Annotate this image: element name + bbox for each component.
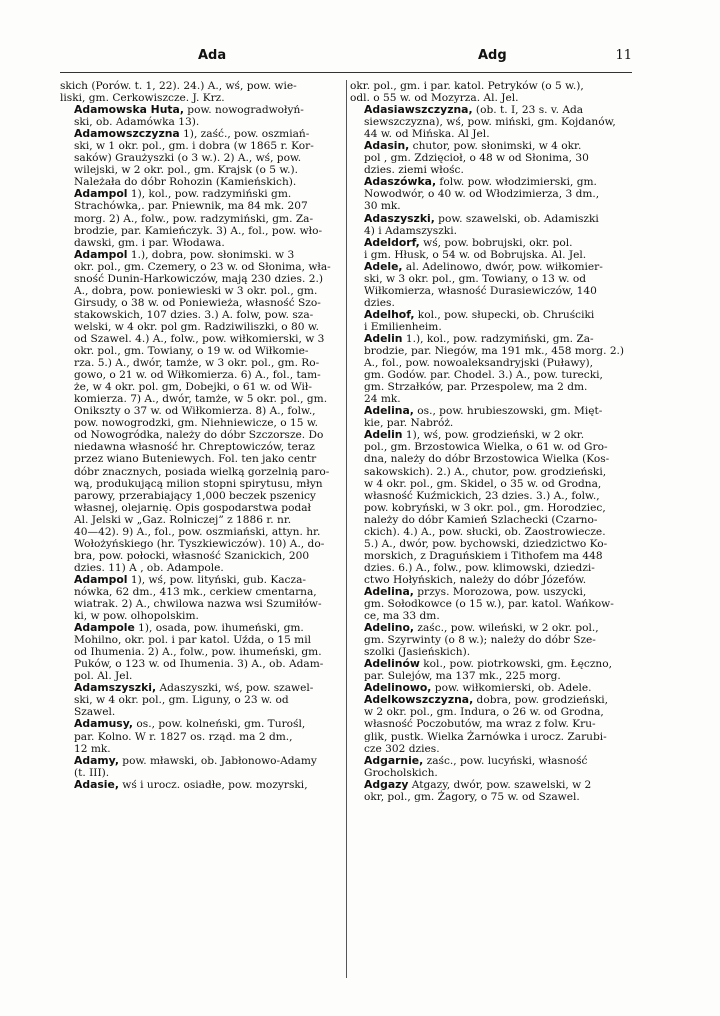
entry-line [350,562,634,574]
entry-text: wiatrak. 2) A., chwilowa nazwa wsi Szumiłów- [74,598,322,611]
running-header [60,48,632,70]
entry-text: morskich, z Draguńskiem i Tithofem ma 448 [364,549,603,562]
entry-text: dobra, pow. grodzieński, [473,694,608,707]
entry-line [350,237,634,249]
entry-line [60,682,344,694]
entry-line [350,176,634,188]
entry-text: ce, ma 33 dm. [364,610,440,623]
entry-headword: Adamy, [74,753,119,767]
entry-text: w 2 okr. pol., gm. Indura, o 26 w. od Grodna, [364,706,604,719]
entry-headword: Adasin, [364,139,410,153]
entry-line [60,104,344,116]
entry-text: parowy, przerabiający 1,000 beczek pszenicy [74,489,316,502]
entry-text: (t. III). [74,766,110,779]
entry-text: sność Dunin-Harkowiczów, mają 230 dzies. 2.) [74,272,323,285]
entry-line [60,502,344,514]
entry-line [350,140,634,152]
entry-text: 1), kol., pow. radzymiński gm. [127,188,292,201]
entry-text: 40—42). 9) A., fol., pow. oszmiański, attyn. hr. [74,525,321,538]
entry-headword: Adgazy [364,777,409,791]
entry-line [350,658,634,670]
dictionary-entry [60,128,344,188]
entry-line [60,321,344,333]
entry-headword: Adaszówka, [364,175,437,189]
entry-text: od Nowogródka, należy do dóbr Szczorsze. Do [74,429,324,442]
dictionary-entry [350,779,634,803]
entry-text: 44 w. od Mińska. Al Jel. [364,128,490,141]
entry-text: Strachówka,. par. Pniewnik, ma 84 mk. 207 [74,200,308,213]
entry-headword: Adelin [364,331,403,345]
entry-line [60,297,344,309]
entry-text: welski, w 4 okr. pol gm. Radziwiliszki, o 80 w. [74,320,320,333]
entry-text: brodzie, par. Kamieńczyk. 3) A., fol., pow. wło- [74,224,323,237]
entry-line [60,634,344,646]
header-right-guide-word: Adg [478,48,507,63]
entry-text: pol. Al. Jel. [74,670,133,683]
column-divider [346,80,347,978]
entry-text: dawski, gm. i par. Włodawa. [74,236,225,249]
dictionary-entry [350,658,634,682]
entry-text: Mohilno, okr. pol. i par katol. Uźda, o 15 mil [74,634,312,647]
entry-line [60,417,344,429]
entry-text: rza. 5.) A., dwór, tamże, w 3 okr. pol., gm. Ro- [74,357,320,370]
entry-headword: Adelinów [364,657,420,671]
entry-line [60,393,344,405]
dictionary-entry [60,80,344,104]
entry-line [350,478,634,490]
entry-line [350,490,634,502]
entry-line [350,116,634,128]
entry-text: (ob. t. I, 23 s. v. Ada [472,104,584,117]
entry-text: os., pow. kolneński, gm. Turośl, [133,718,306,731]
dictionary-entry [60,779,344,791]
entry-text: ckich). 4.) A., pow. słucki, ob. Zaostrowiecze. [364,525,606,538]
entry-line [60,405,344,417]
entry-line [60,478,344,490]
entry-line [60,261,344,273]
entry-text: odl. o 55 w. od Mozyrza. Al. Jel. [350,92,519,105]
entry-text: wś i urocz. osiadłe, pow. mozyrski, [118,778,308,791]
entry-text: morg. 2) A., folw., pow. radzymiński, gm. Za- [74,212,314,225]
entry-text: pow. nowogrodzki, gm. Niehniewicze, o 15 w. [74,417,319,430]
entry-text: Grocholskich. [364,766,438,779]
entry-text: Al. Jelski w „Gaz. Rolniczej” z 1886 r. nr. [74,513,292,526]
dictionary-entry [350,213,634,237]
entry-text: 1.), kol., pow. radzymiński, gm. Za- [402,332,594,345]
entry-line [60,466,344,478]
entry-text: zaśc., pow. wileński, w 2 okr. pol., [414,622,599,635]
entry-text: A., dobra, pow. poniewieski w 3 okr. pol., gm. [74,284,318,297]
entry-text: ski, ob. Adamówka 13). [74,116,200,129]
entry-line [350,369,634,381]
entry-line [60,514,344,526]
entry-line [60,658,344,670]
entry-line [350,188,634,200]
entry-line [350,731,634,743]
entry-line [60,755,344,767]
entry-line [350,622,634,634]
dictionary-entry [350,755,634,779]
entry-text: Adaszyszki, wś, pow. szawel- [156,682,314,695]
dictionary-entry [350,80,634,104]
entry-text: ski, w 3 okr. pol., gm. Towiany, o 13 w. od [364,272,586,285]
entry-text: i Emilienheim. [364,320,442,333]
entry-line [350,453,634,465]
entry-text: okr. pol., gm. i par. katol. Petryków (o 5 w.), [350,80,584,92]
entry-line [60,273,344,285]
entry-text: zaśc., pow. lucyński, własność [423,754,588,767]
entry-text: niedawna własność hr. Chreptowiczów, teraz [74,441,315,454]
entry-text: skich (Porów. t. 1, 22). 24.) A., wś, pow. wie- [60,80,297,92]
entry-line [350,538,634,550]
dictionary-entry [60,718,344,754]
entry-text: w 4 okr. pol., gm. Skidel, o 35 w. od Grodna, [364,477,602,490]
entry-text: 5.) A., dwór, pow. bychowski, dziedzictwo Ko- [364,537,608,550]
entry-line [350,80,634,92]
right-column [350,80,634,980]
entry-line [350,502,634,514]
entry-text: okr, pol., gm. Żagory, o 75 w. od Szawel. [364,790,580,803]
entry-line [350,441,634,453]
entry-headword: Adampole [74,621,135,635]
entry-line [60,309,344,321]
entry-headword: Adelina, [364,584,414,598]
entry-headword: Adelhof, [364,307,415,321]
entry-text: należy do dóbr Kamień Szlachecki (Czarno- [364,513,598,526]
entry-text: ki, w pow. olhopolskim. [74,610,199,623]
dictionary-entry [60,755,344,779]
dictionary-entry [350,104,634,140]
entry-line [60,598,344,610]
entry-text: ski, w 1 okr. pol., gm. i dobra (w 1865 r. Kor- [74,140,314,153]
entry-line [350,213,634,225]
entry-line [350,357,634,369]
dictionary-entry [350,622,634,658]
entry-headword: Adele, [364,259,403,273]
entry-text: liski, gm. Cerkowiszcze. J. Krz. [60,92,225,105]
dictionary-entry [350,694,634,754]
dictionary-entry [60,622,344,682]
header-rule [60,72,632,73]
entry-line [60,225,344,237]
entry-text: os., pow. hrubieszowski, gm. Mięt- [413,405,603,418]
entry-text: Nowodwór, o 40 w. od Włodzimierza, 3 dm., [364,188,600,201]
entry-text: pow. kobryński, w 3 okr. pol., gm. Horodziec, [364,501,606,514]
entry-line [350,755,634,767]
entry-line [60,333,344,345]
entry-text: cze 302 dzies. [364,742,440,755]
dictionary-entry [60,188,344,248]
dictionary-entry [350,309,634,333]
entry-text: komierza. 7) A., dwór, tamże, w 5 okr. pol., gm. [74,393,328,406]
entry-line [60,188,344,200]
entry-text: ski, w 4 okr. pol., gm. Liguny, o 23 w. od [74,694,289,707]
entry-text: pow. wiłkomierski, ob. Adele. [431,682,592,695]
dictionary-entry [60,249,344,574]
entry-line [60,381,344,393]
entry-line [350,550,634,562]
dictionary-entry [350,405,634,429]
entry-line [350,718,634,730]
entry-text: par. Kolno. W r. 1827 os. rząd. ma 2 dm., [74,730,293,743]
entry-text: pow. szawelski, ob. Adamiszki [434,212,599,225]
entry-headword: Adamowska Huta, [74,103,184,117]
entry-text: 12 mk. [74,742,111,755]
entry-line [350,333,634,345]
entry-line [350,598,634,610]
entry-text: Onikszty o 37 w. od Wiłkomierza. 8) A., folw., [74,405,316,418]
entry-line [350,466,634,478]
entry-text: al. Adelinowo, dwór, pow. wiłkomier- [402,260,603,273]
entry-text: folw. pow. włodzimierski, gm. [436,176,597,189]
entry-line [60,369,344,381]
entry-text: pol., gm. Brzostowica Wielka, o 61 w. od Gro- [364,441,608,454]
entry-headword: Adamusy, [74,717,134,731]
entry-line [350,514,634,526]
entry-line [60,453,344,465]
entry-headword: Adelkowszczyzna, [364,693,474,707]
entry-line [350,634,634,646]
entry-text: dzies. ziemi włośc. [364,164,464,177]
entry-line [60,441,344,453]
entry-headword: Adelino, [364,621,415,635]
entry-text: gm. Sołodkowce (o 15 w.), par. katol. Wańkow- [364,598,614,611]
entry-line [60,128,344,140]
dictionary-entry [350,140,634,176]
entry-line [60,429,344,441]
entry-text: własność Poczobutów, ma wraz z folw. Kru- [364,718,596,731]
entry-headword: Adelin [364,428,403,442]
entry-text: brodzie, par. Niegów, ma 191 mk., 458 morg. 2.) [364,345,625,358]
entry-text: okr. pol., gm. Czemery, o 23 w. od Słonima, wła- [74,260,331,273]
entry-line [350,779,634,791]
entry-line [350,791,634,803]
dictionary-entry [350,429,634,586]
entry-text: kie, par. Nabróż. [364,417,454,430]
header-left-guide-word: Ada [198,48,227,63]
dictionary-entry [60,104,344,128]
entry-text: dzies. 11) A , ob. Adampole. [74,561,224,574]
entry-headword: Adaszyszki, [364,211,435,225]
entry-line [350,152,634,164]
entry-line [60,164,344,176]
dictionary-entry [350,261,634,309]
entry-headword: Adamowszczyzna [74,127,180,141]
entry-line [60,779,344,791]
entry-line [60,345,344,357]
entry-text: własność Kuźmickich, 23 dzies. 3.) A., folw., [364,489,600,502]
entry-text: Atgazy, dwór, pow. szawelski, w 2 [408,778,592,791]
entry-line [350,345,634,357]
entry-text: od Szawel. 4.) A., folw., pow. wiłkomierski, w 3 [74,332,325,345]
entry-headword: Adampol [74,247,128,261]
entry-text: 1), wś, pow. lityński, gub. Kacza- [127,573,306,586]
entry-text: dzies. [364,296,395,309]
entry-headword: Adamszyszki, [74,681,157,695]
entry-text: Należała do dóbr Rohozin (Kamieńskich). [74,176,297,189]
dictionary-entry [350,586,634,622]
entry-text: od Ihumenia. 2) A., folw., pow. ihumeński, gm. [74,646,322,659]
entry-text: chutor, pow. słonimski, w 4 okr. [409,140,582,153]
entry-text: sakowskich). 2.) A., chutor, pow. grodzieński, [364,465,607,478]
entry-line [350,429,634,441]
dictionary-entry [60,574,344,622]
dictionary-entry [60,682,344,718]
entry-line [60,80,344,92]
entry-text: 30 mk. [364,200,401,213]
entry-text: że, w 4 okr. pol. gm, Dobejki, o 61 w. od Wił- [74,381,312,394]
entry-line [60,731,344,743]
entry-text: pow. mławski, ob. Jabłonowo-Adamy [118,754,317,767]
entry-line [60,357,344,369]
entry-text: Wiłkomierza, własność Durasiewiczów, 140 [364,284,597,297]
dictionary-entry [350,333,634,405]
left-column [60,80,344,980]
entry-line [350,405,634,417]
entry-line [60,140,344,152]
entry-text: gm. Godów. par. Chodel. 3.) A., pow. turecki, [364,369,603,382]
entry-headword: Adampol [74,187,128,201]
dictionary-entry [350,176,634,212]
entry-text: kol., pow. piotrkowski, gm. Łęczno, [419,658,612,671]
entry-text: kol., pow. słupecki, ob. Chruściki [414,308,595,321]
entry-text: saków) Graużyszki (o 3 w.). 2) A., wś, pow. [74,152,302,165]
entry-line [60,526,344,538]
entry-text: stakowskich, 107 dzies. 3.) A. folw, pow. sza- [74,308,314,321]
entry-text: Wołożyńskiego (hr. Tyszkiewiczów). 10) A., do- [74,537,325,550]
entry-text: nówka, 62 dm., 413 mk., cerkiew cmentarna, [74,585,317,598]
entry-text: pow. nowogradwołyń- [183,104,304,117]
entry-text: gowo, o 21 w. od Wiłkomierza. 6) A., fol., tam- [74,369,321,382]
entry-line [60,249,344,261]
entry-headword: Adampol [74,572,128,586]
entry-line [60,152,344,164]
entry-text: Girsudy, o 38 w. od Poniewieża, własność Szo- [74,296,321,309]
entry-line [60,574,344,586]
entry-text: ctwo Hołyńskich, należy do dóbr Józefów. [364,573,587,586]
entry-text: bra, pow. połocki, własność Szanickich, 200 [74,549,310,562]
entry-text: wą, produkującą milion stopni spirytusu, młyn [74,477,323,490]
entry-text: dna, należy do dóbr Brzostowica Wielka (Kos- [364,453,610,466]
entry-line [60,586,344,598]
entry-line [350,273,634,285]
entry-line [60,213,344,225]
entry-text: glik, pustk. Wielka Żarnówka i urocz. Zarubi- [364,730,607,743]
entry-line [350,104,634,116]
entry-text: 1), wś, pow. grodzieński, w 2 okr. [402,429,585,442]
entry-text: 1.), dobra, pow. słonimski. w 3 [127,248,295,261]
entry-text: i gm. Hłusk, o 54 w. od Bobrujska. Al. Jel. [364,248,587,261]
entry-line [60,646,344,658]
entry-headword: Adelina, [364,404,414,418]
entry-line [60,694,344,706]
entry-line [60,622,344,634]
entry-headword: Adeldorf, [364,235,420,249]
entry-text: siewszczyzna), wś, pow. miński, gm. Kojdanów, [364,116,616,129]
entry-text: A., fol., pow. nowoaleksandryjski (Puławy), [364,357,593,370]
entry-line [60,718,344,730]
entry-text: 4) i Adamszyszki. [364,224,457,237]
entry-line [60,490,344,502]
entry-text: przez wiano Buteniewych. Fol. ten jako centr [74,453,317,466]
entry-text: własnej, olejarnię. Opis gospodarstwa podał [74,501,311,514]
entry-text: pol , gm. Zdzięcioł, o 48 w od Słonima, 30 [364,152,589,165]
entry-headword: Adasiawszczyzna, [364,103,473,117]
entry-line [350,586,634,598]
dictionary-entry [350,237,634,261]
entry-line [350,381,634,393]
entry-text: 1), zaść., pow. oszmiań- [179,128,310,141]
entry-line [350,285,634,297]
entry-text: przys. Morozowa, pow. uszycki, [413,585,587,598]
entry-line [60,538,344,550]
entry-line [350,309,634,321]
entry-line [350,694,634,706]
entry-text: okr. pol., gm. Towiany, o 19 w. od Wiłkomie- [74,345,309,358]
entry-text: par. Sulejów, ma 137 mk., 225 morg. [364,670,561,683]
entry-text: gm. Szyrwinty (o 8 w.); należy do dóbr Sze- [364,634,596,647]
entry-line [60,200,344,212]
entry-text: 24 mk. [364,393,401,406]
entry-headword: Adasie, [74,777,119,791]
entry-line [350,261,634,273]
entry-line [60,285,344,297]
entry-line [350,706,634,718]
entry-text: dzies. 6.) A., folw., pow. klimowski, dziedzi- [364,561,595,574]
entry-line [60,550,344,562]
entry-text: szolki (Jasieńskich). [364,646,471,659]
entry-headword: Adgarnie, [364,753,424,767]
entry-text: wilejski, w 2 okr. pol., gm. Krajsk (o 5 w.). [74,164,299,177]
entry-text: dóbr znacznych, posiada wielką gorzelnią paro- [74,465,330,478]
entry-text: 1), osada, pow. ihumeński, gm. [134,622,304,635]
page-number: 11 [615,48,632,63]
entry-headword: Adelinowo, [364,681,432,695]
entry-text: gm. Strzałków, par. Przespolew, ma 2 dm. [364,381,588,394]
entry-text: Szawel. [74,706,116,719]
entry-line [350,526,634,538]
entry-text: wś, pow. bobrujski, okr. pol. [419,236,573,249]
entry-text: Puków, o 123 w. od Ihumenia. 3) A., ob. Adam- [74,658,324,671]
